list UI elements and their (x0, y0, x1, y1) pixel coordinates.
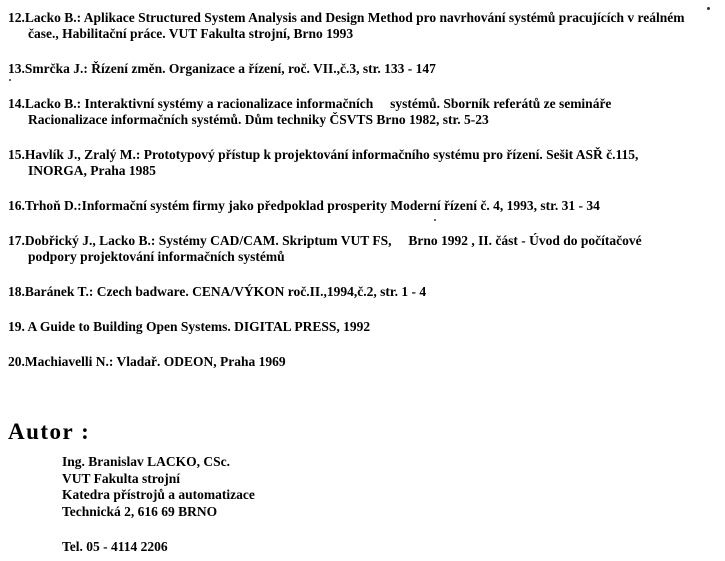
reference-line-first: 18.Baránek T.: Czech badware. CENA/VÝKON roč.II.,1994,č.2, str. 1 - 4 (8, 284, 427, 299)
reference-line-first: 16.Trhoň D.:Informační systém firmy jako předpoklad prosperity Moderní řízení č. 4, 1993, str. 31 - 34 (8, 198, 600, 213)
scan-artifact-dot (707, 7, 710, 10)
author-address-block (62, 454, 725, 520)
author-address-line: Ing. Branislav LACKO, CSc. (62, 454, 231, 469)
reference-line-first: 17.Dobřický J., Lacko B.: Systémy CAD/CAM. Skriptum VUT FS, Brno 1992 , II. část - Úvod do počítačové (8, 233, 642, 248)
author-address-line: Technická 2, 616 69 BRNO (62, 503, 218, 519)
reference-line-first: 15.Havlík J., Zralý M.: Prototypový přístup k projektování informačního systému pro řízení. Sešit ASŘ č.115, (8, 147, 639, 162)
reference-line-continuation: Racionalizace informačních systémů. Dům techniky ČSVTS Brno 1982, str. 5-23 (28, 112, 489, 127)
reference-line-continuation: INORGA, Praha 1985 (28, 163, 156, 178)
author-address-line: Katedra přístrojů a automatizace (62, 487, 255, 502)
reference-item (8, 147, 721, 179)
reference-item (8, 96, 721, 128)
author-address-line: VUT Fakulta strojní (62, 470, 181, 486)
scan-artifact-dot (9, 79, 11, 81)
reference-line-first: 19. A Guide to Building Open Systems. DIGITAL PRESS, 1992 (8, 319, 371, 334)
reference-line-first: 13.Smrčka J.: Řízení změn. Organizace a řízení, roč. VII.,č.3, str. 133 - 147 (8, 61, 436, 76)
author-phone: Tel. 05 - 4114 2206 (62, 539, 168, 554)
reference-item (8, 233, 721, 265)
reference-item (8, 284, 721, 300)
author-section-heading: Autor : (8, 419, 91, 444)
reference-item (8, 319, 721, 335)
reference-line-continuation: podpory projektování informačních systémů (28, 249, 285, 264)
reference-line-first: 20.Machiavelli N.: Vladař. ODEON, Praha 1969 (8, 354, 286, 369)
reference-item (8, 354, 721, 370)
reference-line-continuation: čase., Habilitační práce. VUT Fakulta strojní, Brno 1993 (28, 26, 354, 41)
reference-item (8, 198, 721, 214)
reference-item (8, 10, 721, 42)
scan-artifact-dot (434, 219, 436, 221)
reference-line-first: 14.Lacko B.: Interaktivní systémy a racionalizace informačních systémů. Sborník referátů ze semináře (8, 96, 612, 111)
reference-item (8, 61, 721, 77)
reference-line-first: 12.Lacko B.: Aplikace Structured System Analysis and Design Method pro navrhování systémů pracujících v reálném (8, 10, 685, 25)
